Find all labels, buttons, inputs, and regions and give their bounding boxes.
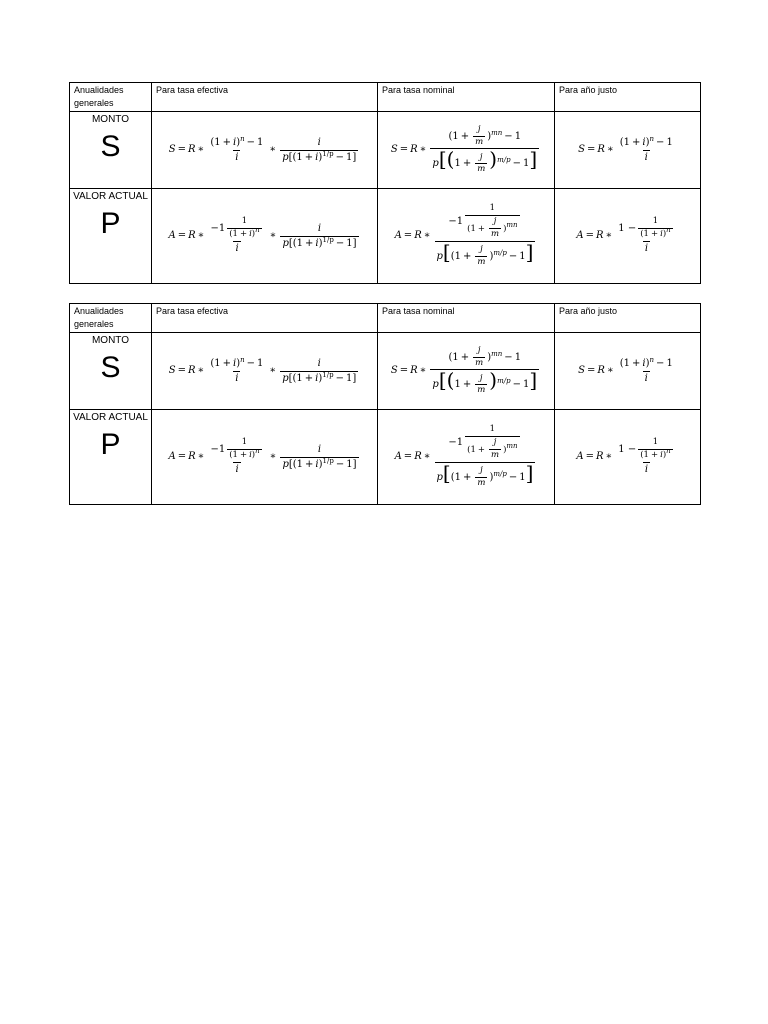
formula-monto-anio-justo (555, 112, 701, 189)
table-row-valor-actual (70, 189, 701, 284)
formula-actual-tasa-efectiva (152, 189, 378, 284)
row-letter-p: P (100, 428, 121, 461)
annuities-table-2 (69, 303, 701, 505)
header-tasa-efectiva: Para tasa efectiva (152, 304, 378, 333)
annuities-table-1 (69, 82, 701, 284)
table-header-row (70, 304, 701, 333)
monto-label-cell (70, 333, 152, 410)
formula-actual-tasa-nominal (378, 410, 555, 505)
formula-actual-tasa-nominal (378, 189, 555, 284)
formula-a-anio-justo: A = R ∗ 1 − $\frac{1}{(1 + i)^n}$ i (576, 437, 671, 476)
formula-monto-tasa-efectiva (152, 112, 378, 189)
row-label-valor-actual: VALOR ACTUAL (73, 412, 148, 423)
formula-monto-tasa-nominal (378, 333, 555, 410)
formula-a-anio-justo: A = R ∗ 1 − $\frac{1}{(1 + i)^n}$ i (576, 216, 671, 255)
formula-a-nominal: A = R ∗ −1 1 (1 + $\frac{j}{m}$ )$^{mn}$ p[(1 + $\frac{j}{m}$ )$^{m/p}$ − 1] (394, 203, 534, 267)
formula-actual-tasa-efectiva (152, 410, 378, 505)
formula-actual-anio-justo (555, 410, 701, 505)
row-label-valor-actual: VALOR ACTUAL (73, 191, 148, 202)
row-letter-s: S (100, 351, 121, 384)
table-row-monto (70, 333, 701, 410)
header-tasa-nominal: Para tasa nominal (378, 83, 555, 112)
formula-s-anio-justo: S = R ∗ $\frac{(1 + i)^n - 1}{i}$ (578, 135, 673, 163)
row-label-monto: MONTO (91, 335, 130, 346)
monto-label-cell (70, 112, 152, 189)
header-anio-justo: Para año justo (555, 304, 701, 333)
valor-actual-label-cell (70, 189, 152, 284)
header-tasa-efectiva: Para tasa efectiva (152, 83, 378, 112)
table-row-monto (70, 112, 701, 189)
valor-actual-label-cell (70, 410, 152, 505)
header-tasa-nominal: Para tasa nominal (378, 304, 555, 333)
header-anio-justo: Para año justo (555, 83, 701, 112)
formula-monto-tasa-nominal (378, 112, 555, 189)
row-label-monto: MONTO (91, 114, 130, 125)
formula-s-anio-justo: S = R ∗ $\frac{(1 + i)^n - 1}{i}$ (578, 356, 673, 384)
formula-actual-anio-justo (555, 189, 701, 284)
formula-monto-anio-justo (555, 333, 701, 410)
formula-a-nominal: A = R ∗ −1 1 (1 + $\frac{j}{m}$ )$^{mn}$ p[(1 + $\frac{j}{m}$ )$^{m/p}$ − 1] (394, 424, 534, 488)
formula-s-efectiva: S = R ∗ $\frac{(1 + i)^n - 1}{i}$ ∗ $\frac{i}{p[(1 + i)^{1/p} - 1]}$ (168, 356, 357, 384)
formula-s-nominal: S = R ∗ (1 + $\frac{j}{m}$ )$^{mn}$ − 1 p[(1 + $\frac{j}{m}$ )$^{m/p}$ − 1] (390, 344, 538, 396)
row-letter-s: S (100, 130, 121, 163)
table-row-valor-actual (70, 410, 701, 505)
header-anualidades-generales: Anualidades generales (70, 304, 152, 333)
formula-s-efectiva: S = R ∗ $\frac{(1 + i)^n - 1}{i}$ ∗ $\frac{i}{p[(1 + i)^{1/p} - 1]}$ (168, 135, 357, 163)
table-header-row (70, 83, 701, 112)
formula-a-efectiva: A = R ∗ −1 $\frac{1}{(1 + i)^n}$ i ∗ $\frac{i}{p[(1 + i)^{1/p} - 1]}$ (168, 216, 357, 255)
formula-s-nominal: S = R ∗ (1 + $\frac{j}{m}$ )$^{mn}$ − 1 p[(1 + $\frac{j}{m}$ )$^{m/p}$ − 1] (390, 123, 538, 175)
formula-monto-tasa-efectiva (152, 333, 378, 410)
formula-a-efectiva: A = R ∗ −1 $\frac{1}{(1 + i)^n}$ i ∗ $\frac{i}{p[(1 + i)^{1/p} - 1]}$ (168, 437, 357, 476)
header-anualidades-generales: Anualidades generales (70, 83, 152, 112)
row-letter-p: P (100, 207, 121, 240)
